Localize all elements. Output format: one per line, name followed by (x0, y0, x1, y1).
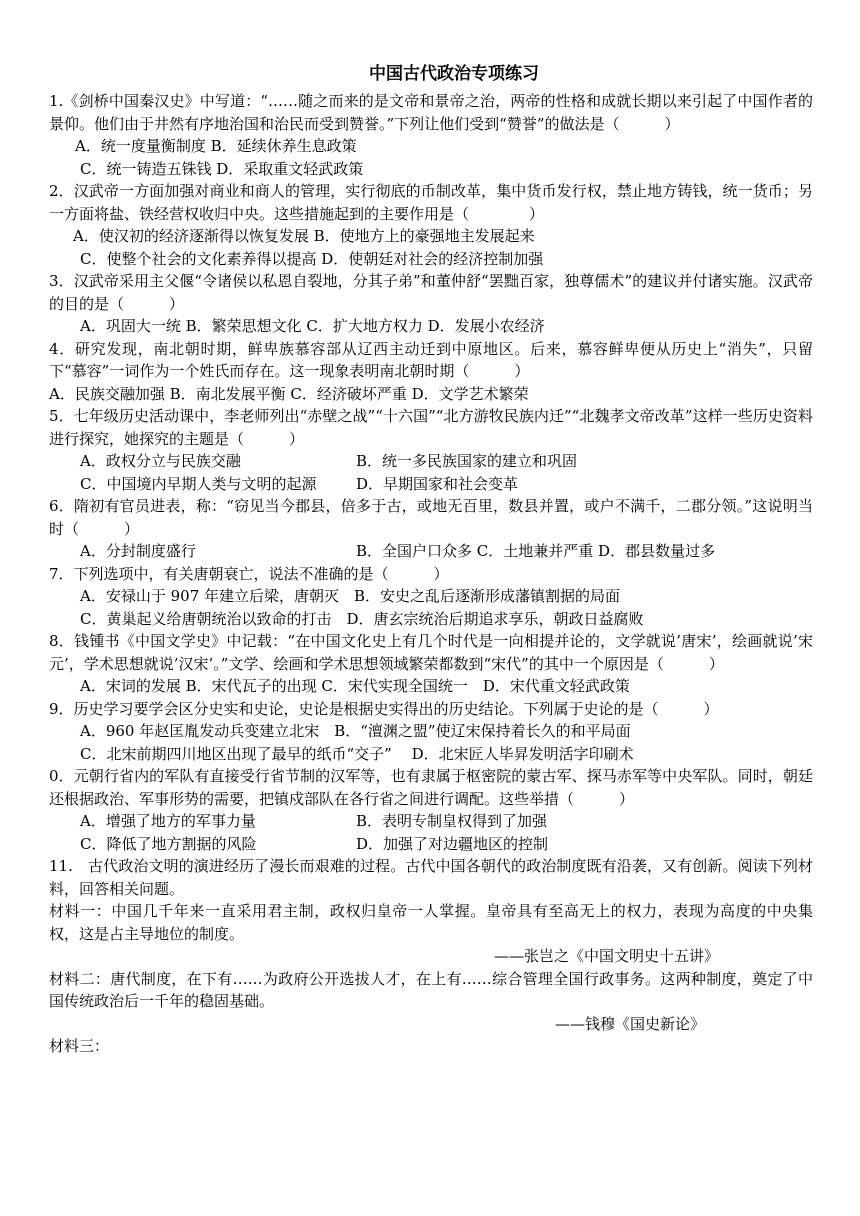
question-9-options-ab: A．960 年赵匡胤发动兵变建立北宋 B．“澶渊之盟”使辽宋保持着长久的和平局面 (80, 722, 631, 740)
question-5-option-b: B．统一多民族国家的建立和巩固 (356, 452, 578, 470)
material-2-source: ——钱穆《国史新论》 (554, 1014, 705, 1033)
question-5-option-c: C．中国境内早期人类与文明的起源 (80, 474, 317, 493)
question-10-option-b: B．表明专制皇权得到了加强 (356, 812, 548, 830)
question-2-stem: 2．汉武帝一方面加强对商业和商人的管理，实行彻底的币制改革，集中货币发行权，禁止地方铸钱，统一货币；另一方面将盐、铁经营权收归中央。这些措施起到的主要作用是（ ） (49, 182, 813, 223)
question-10-option-c: C．降低了地方割据的风险 (80, 834, 257, 853)
question-6-options (49, 540, 813, 563)
question-7-options-ab: A．安禄山于 907 年建立后梁，唐朝灭 B．安史之乱后逐渐形成藩镇割据的局面 (80, 587, 621, 605)
question-9-stem: 9．历史学习要学会区分史实和史论，史论是根据史实得出的历史结论。下列属于史论的是（ ） (49, 699, 719, 718)
question-10-stem: 0．元朝行省内的军队有直接受行省节制的汉军等，也有隶属于枢密院的蒙古军、探马赤军等中央军队。同时，朝廷还根据政治、军事形势的需要，把镇戍部队在各行省之间进行调配。这些举措（ ） (49, 767, 813, 808)
question-2-options-cd: C．使整个社会的文化素养得以提高 D．使朝廷对社会的经济控制加强 (80, 249, 544, 268)
question-2-options-ab: A．使汉初的经济逐渐得以恢复发展 B．使地方上的豪强地主发展起来 (73, 227, 535, 245)
question-5-option-d: D．早期国家和社会变革 (356, 474, 519, 493)
question-5-options-cd (49, 473, 813, 496)
question-6-option-bcd: B．全国户口众多 C．土地兼并严重 D．郡县数量过多 (356, 542, 716, 560)
material-1-source: ——张岂之《中国文明史十五讲》 (493, 947, 719, 965)
question-7-stem: 7．下列选项中，有关唐朝衰亡，说法不准确的是（ ） (49, 564, 449, 583)
question-10-option-d: D．加强了对边疆地区的控制 (356, 834, 549, 853)
material-2: 材料二：唐代制度，在下有……为政府公开选拔人才，在上有……综合管理全国行政事务。这两种制度，奠定了中国传统政治后一千年的稳固基础。 (49, 969, 813, 1010)
question-6-stem: 6．隋初有官员进表，称：“窃见当今郡县，倍多于古，或地无百里，数县并置，或户不满千，二郡分领。”这说明当时（ ） (49, 497, 813, 538)
question-9-options-cd: C．北宋前期四川地区出现了最早的纸币“交子” D．北宋匠人毕昇发明活字印刷术 (80, 744, 634, 763)
question-6-option-a: A．分封制度盛行 (80, 542, 196, 560)
page-title: 中国古代政治专项练习 (369, 64, 539, 84)
question-5-stem: 5．七年级历史活动课中，李老师列出“赤壁之战”“十六国”“北方游牧民族内迁”“北魏孝文帝改革”这样一些历史资料进行探究，她探究的主题是（ ） (49, 407, 813, 448)
question-11-stem: 11. 古代政治文明的演进经历了漫长而艰难的过程。古代中国各朝代的政治制度既有沿袭，又有创新。阅读下列材料，回答相关问题。 (49, 857, 813, 898)
question-8-options: A．宋词的发展 B．宋代瓦子的出现 C．宋代实现全国统一 D．宋代重文轻武政策 (80, 677, 630, 695)
question-7-options-cd: C．黄巢起义给唐朝统治以致命的打击 D．唐玄宗统治后期追求享乐，朝政日益腐败 (80, 609, 644, 628)
question-8-stem: 8．钱锺书《中国文学史》中记载：“在中国文化史上有几个时代是一向相提并论的，文学就说’唐宋’，绘画就说’宋元’，学术思想就说’汉宋’。”文学、绘画和学术思想领域繁荣都数到“宋代”的其中一个原因是（ ） (49, 632, 813, 673)
material-3: 材料三： (49, 1037, 110, 1055)
question-1-options-cd: C．统一铸造五铢钱 D．采取重文轻武政策 (80, 159, 364, 178)
question-1-stem: 1.《剑桥中国秦汉史》中写道：“……随之而来的是文帝和景帝之治，两帝的性格和成就长期以来引起了中国作者的景仰。他们由于井然有序地治国和治民而受到赞誉。”下列让他们受到“赞誉”的做法是（ ） (49, 92, 813, 133)
question-4-options: A．民族交融加强 B．南北发展平衡 C．经济破坏严重 D．文学艺术繁荣 (49, 384, 529, 403)
question-3-stem: 3．汉武帝采用主父偃“令诸侯以私恩自裂地，分其子弟”和董仲舒“罢黜百家，独尊儒术”的建议并付诸实施。汉武帝的目的是（ ） (49, 272, 813, 313)
question-10-option-a: A．增强了地方的军事力量 (80, 812, 256, 830)
question-10-options-ab (49, 810, 813, 833)
worksheet (49, 62, 813, 1058)
question-1-options-ab: A．统一度量衡制度 B．延续休养生息政策 (75, 137, 357, 155)
question-4-stem: 4．研究发现，南北朝时期，鲜卑族慕容部从辽西主动迁到中原地区。后来，慕容鲜卑便从历史上“消失”，只留下“慕容”一词作为一个姓氏而存在。这一现象表明南北朝时期（ ） (49, 339, 813, 380)
question-10-options-cd (49, 833, 813, 856)
question-5-option-a: A．政权分立与民族交融 (80, 452, 241, 470)
question-5-options-ab (49, 450, 813, 473)
question-3-options: A．巩固大一统 B．繁荣思想文化 C．扩大地方权力 D．发展小农经济 (80, 317, 545, 335)
material-1: 材料一：中国几千年来一直采用君主制，政权归皇帝一人掌握。皇帝具有至高无上的权力，表现为高度的中央集权，这是占主导地位的制度。 (49, 902, 813, 943)
